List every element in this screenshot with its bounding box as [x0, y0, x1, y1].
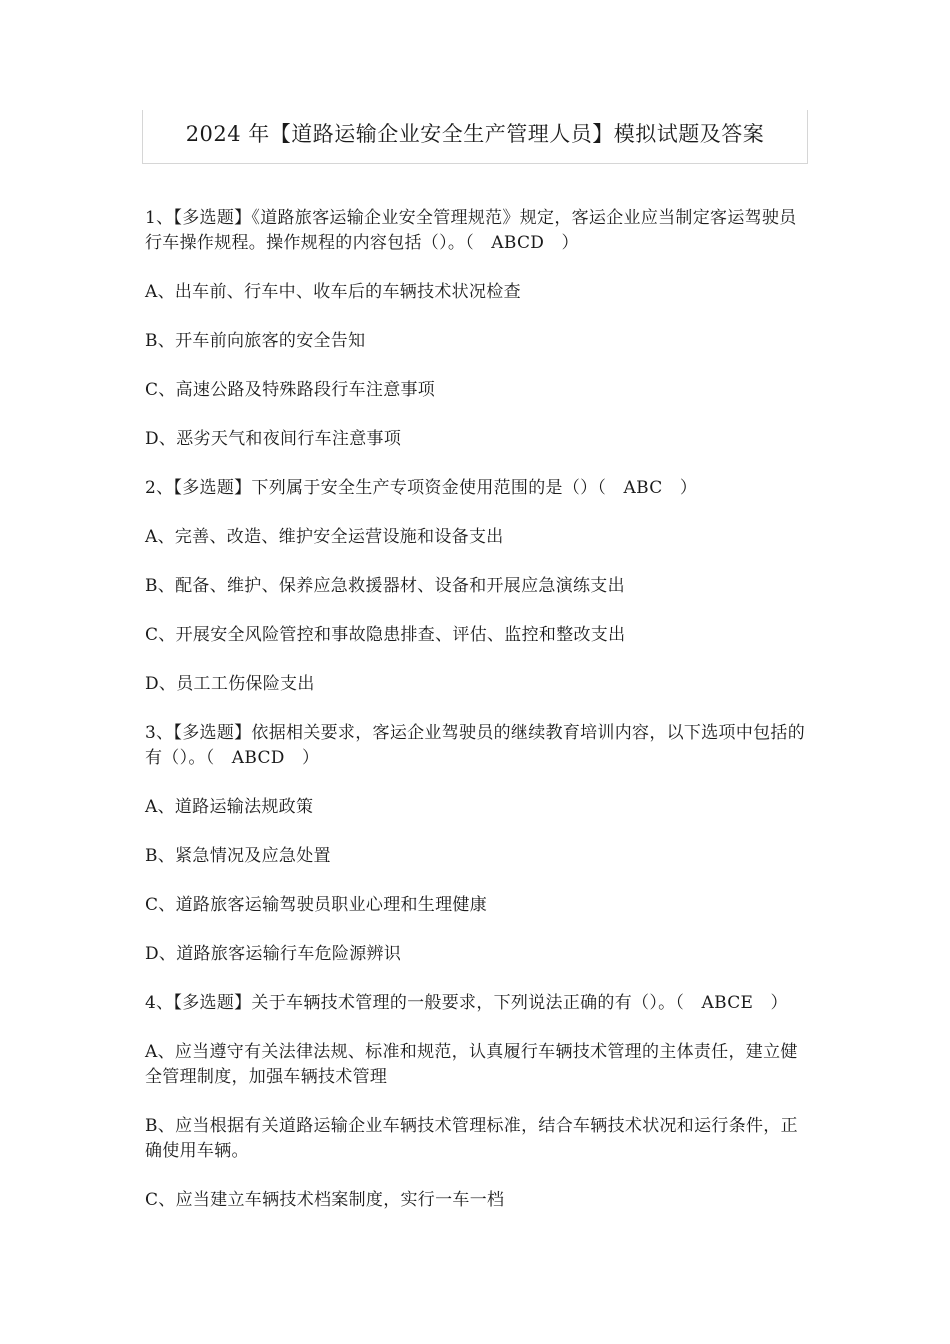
title-box: [142, 110, 808, 164]
question-text: 3、【多选题】依据相关要求，客运企业驾驶员的继续教育培训内容，以下选项中包括的有（）。: [145, 723, 806, 768]
question-text: 1、【多选题】《道路旅客运输企业安全管理规范》规定，客运企业应当制定客运驾驶员行车操作规程。操作规程的内容包括（）。: [145, 208, 797, 253]
question-answer: （ ABCE ）: [675, 993, 788, 1013]
question-option: B、应当根据有关道路运输企业车辆技术管理标准，结合车辆技术状况和运行条件，正确使用车辆。: [145, 1116, 798, 1161]
question-stem: [145, 206, 810, 256]
question-option: D、员工工伤保险支出: [145, 674, 315, 694]
question-stem: [145, 991, 810, 1016]
question-option: A、完善、改造、维护安全运营设施和设备支出: [145, 527, 504, 547]
question-answer: （ ABCD ）: [205, 748, 320, 768]
question-option: D、道路旅客运输行车危险源辨识: [145, 944, 402, 964]
document-title: 2024 年【道路运输企业安全生产管理人员】模拟试题及答案: [185, 122, 765, 146]
question-answer: （ ABCD ）: [465, 233, 579, 253]
question-stem: [145, 721, 810, 771]
question-option: B、紧急情况及应急处置: [145, 846, 331, 866]
question-option: C、开展安全风险管控和事故隐患排查、评估、监控和整改支出: [145, 625, 626, 645]
question-text: 2、【多选题】下列属于安全生产专项资金使用范围的是（）: [145, 478, 598, 498]
question-option: A、应当遵守有关法律法规、标准和规范，认真履行车辆技术管理的主体责任，建立健全管理制度，加强车辆技术管理: [145, 1042, 798, 1087]
question-option: C、道路旅客运输驾驶员职业心理和生理健康: [145, 895, 488, 915]
question-text: 4、【多选题】关于车辆技术管理的一般要求，下列说法正确的有（）。: [145, 993, 676, 1013]
question-option: A、出车前、行车中、收车后的车辆技术状况检查: [145, 282, 521, 302]
question-option: B、开车前向旅客的安全告知: [145, 331, 366, 351]
question-option: A、道路运输法规政策: [145, 797, 314, 817]
question-option: B、配备、维护、保养应急救援器材、设备和开展应急演练支出: [145, 576, 625, 596]
question-answer: （ ABC ）: [597, 478, 698, 498]
question-list: [145, 206, 810, 1237]
question-option: C、应当建立车辆技术档案制度，实行一车一档: [145, 1190, 505, 1210]
question-option: D、恶劣天气和夜间行车注意事项: [145, 429, 402, 449]
question-option: C、高速公路及特殊路段行车注意事项: [145, 380, 436, 400]
question-stem: [145, 476, 810, 501]
